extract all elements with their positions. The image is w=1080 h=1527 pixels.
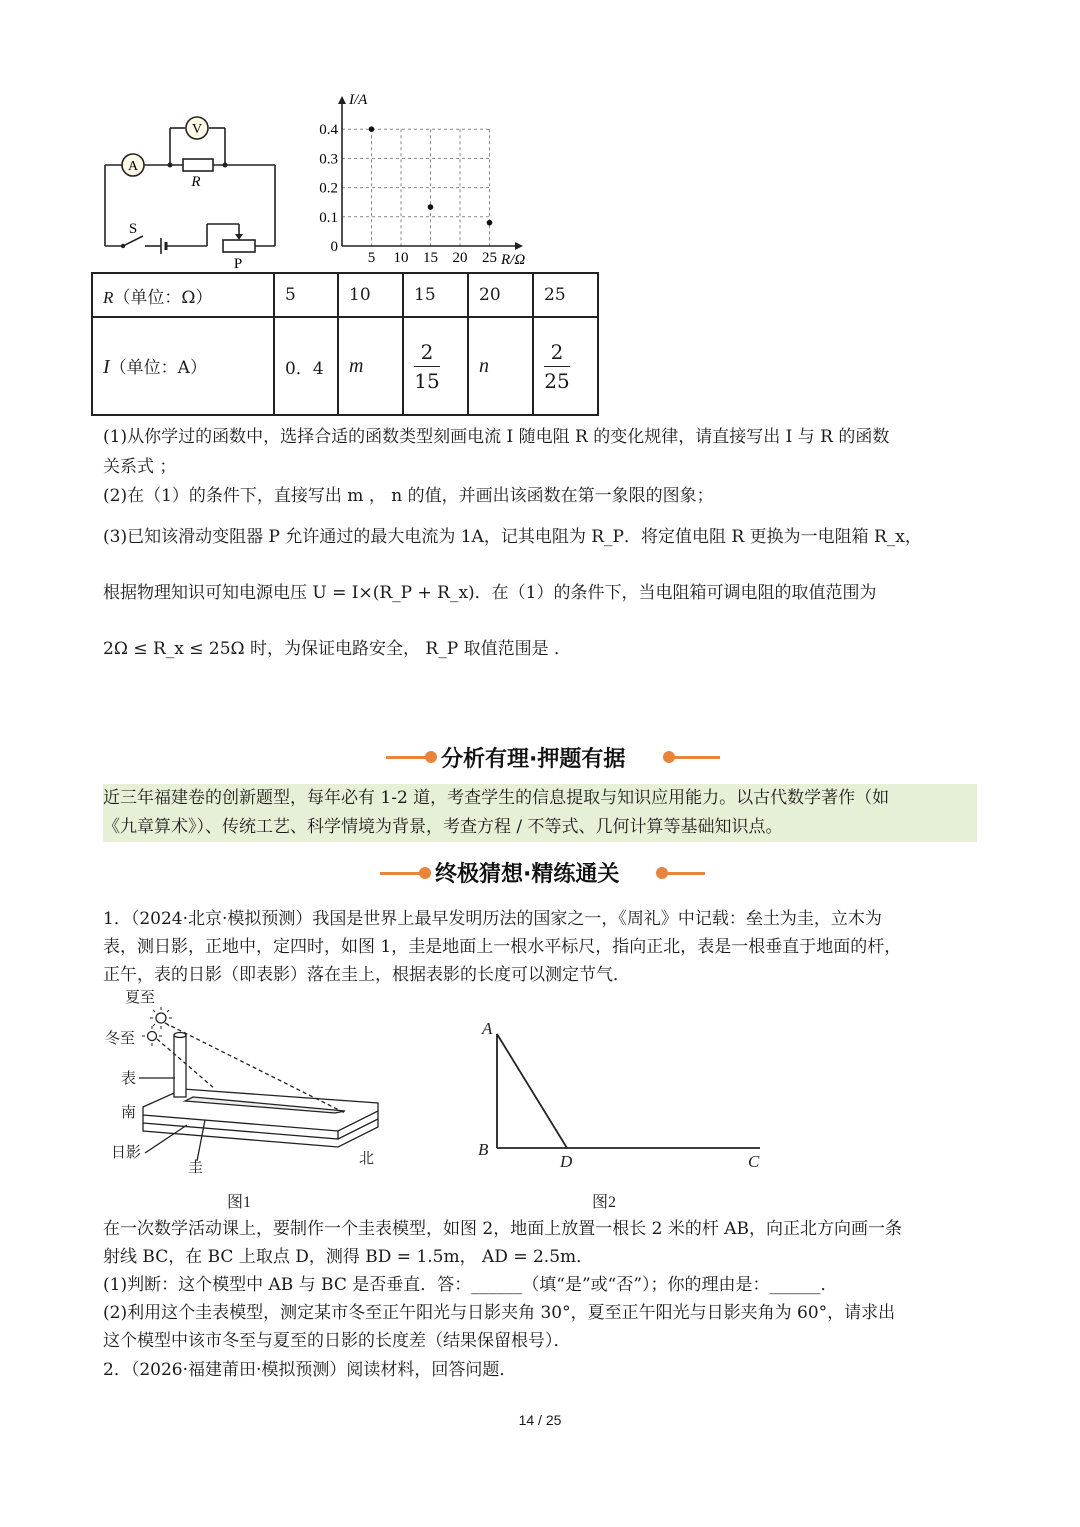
svg-text:B: B xyxy=(478,1140,489,1159)
banner-right-line xyxy=(672,756,720,759)
x-tick-label: 15 xyxy=(423,250,438,266)
question-part1-line1: (1)从你学过的函数中，选择合适的函数类型刻画电流 I 随电阻 R 的变化规律，请直接写出 I 与 R 的函数 xyxy=(103,427,890,447)
problem1-line3: 正午，表的日影（即表影）落在圭上，根据表影的长度可以测定节气． xyxy=(103,965,630,985)
r-cell: 10 xyxy=(338,273,403,317)
question-part3-line2: 根据物理知识可知电源电压 U = I×(R_P + R_x)．在（1）的条件下，当电阻箱可调电阻的取值范围为 xyxy=(103,583,877,603)
r-cell: 20 xyxy=(468,273,533,317)
banner-left-line xyxy=(386,756,428,759)
svg-text:冬至: 冬至 xyxy=(105,1029,136,1047)
page-number: 14 / 25 xyxy=(518,1412,562,1428)
problem1b-line2: 射线 BC，在 BC 上取点 D，测得 BD = 1.5m， AD = 2.5m． xyxy=(103,1247,594,1267)
banner2-left-dot xyxy=(419,867,431,879)
r-cell: 15 xyxy=(403,273,468,317)
intro-box xyxy=(103,784,977,842)
i-cell: 0．4 xyxy=(274,317,338,415)
problem1b-line3: (1)判断：这个模型中 AB 与 BC 是否垂直．答：______（填“是”或“否”）；你的理由是：______． xyxy=(103,1275,838,1295)
row-header-r: R（单位：Ω） xyxy=(92,273,274,317)
problem1-line2: 表，测日影，正地中，定四时，如图 1，圭是地面上一根水平标尺，指向正北，表是一根垂直于地面的杆， xyxy=(103,937,902,957)
current-resistance-graph xyxy=(305,88,545,273)
figure2-triangle xyxy=(470,1010,770,1215)
data-point xyxy=(487,220,493,226)
y-tick-label: 0 xyxy=(330,239,338,255)
banner-analysis: 分析有理·押题有据 xyxy=(441,747,626,772)
question-part3-line1: (3)已知该滑动变阻器 P 允许通过的最大电流为 1A，记其电阻为 R_P．将定值电阻 R 更换为一电阻箱 R_x， xyxy=(103,527,922,547)
banner-practice: 终极猜想·精练通关 xyxy=(435,862,620,887)
banner2-right-line xyxy=(665,872,705,875)
svg-text:北: 北 xyxy=(359,1149,375,1167)
y-axis-label: I/A xyxy=(349,92,368,108)
svg-text:C: C xyxy=(748,1152,760,1171)
intro-line2: 《九章算术》）、传统工艺、科学情境为背景，考查方程 / 不等式、几何计算等基础知识点。 xyxy=(103,817,783,837)
figure1-gnomon xyxy=(95,985,395,1215)
data-point xyxy=(428,204,434,210)
r-cell: 5 xyxy=(274,273,338,317)
rheostat-label: P xyxy=(233,256,243,272)
problem2-line1: 2．（2026·福建莆田·模拟预测）阅读材料，回答问题． xyxy=(103,1360,517,1380)
svg-text:夏至: 夏至 xyxy=(125,988,156,1006)
resistance-current-table xyxy=(91,272,599,416)
svg-text:D: D xyxy=(560,1152,573,1171)
intro-line1: 近三年福建卷的创新题型，每年必有 1-2 道，考查学生的信息提取与知识应用能力。以古代数学著作（如 xyxy=(103,788,890,808)
x-tick-label: 5 xyxy=(367,250,376,266)
x-tick-label: 25 xyxy=(482,250,497,266)
x-tick-label: 10 xyxy=(393,250,409,266)
problem1b-line5: 这个模型中该市冬至与夏至的日影的长度差（结果保留根号）． xyxy=(103,1331,571,1351)
problem1-line1: 1．（2024·北京·模拟预测）我国是世界上最早发明历法的国家之一，《周礼》中记载：垒土为圭，立木为 xyxy=(103,909,882,929)
y-tick-label: 0.2 xyxy=(319,180,338,197)
banner2-left-line xyxy=(380,872,422,875)
i-cell: $\frac{2}{25}$ xyxy=(533,317,598,415)
question-part3-line3: 2Ω ≤ R_x ≤ 25Ω 时，为保证电路安全， R_P 取值范围是 ． xyxy=(103,639,571,659)
i-cell: $\frac{2}{15}$ xyxy=(403,317,468,415)
problem1b-line4: (2)利用这个圭表模型，测定某市冬至正午阳光与日影夹角 30°，夏至正午阳光与日影夹角为 60°，请求出 xyxy=(103,1303,896,1323)
svg-text:表: 表 xyxy=(121,1069,137,1087)
y-tick-label: 0.1 xyxy=(319,209,338,226)
figure2-caption: 图2 xyxy=(592,1194,617,1211)
i-cell: m xyxy=(338,317,403,415)
row-header-i: I（单位：A） xyxy=(92,317,274,415)
y-tick-label: 0.3 xyxy=(319,151,338,168)
x-axis-label: R/Ω xyxy=(501,252,526,268)
i-cell: n xyxy=(468,317,533,415)
circuit-diagram xyxy=(95,108,295,273)
question-part1-line2: 关系式 ； xyxy=(103,457,177,477)
question-part2: (2)在（1）的条件下，直接写出 m ， n 的值，并画出该函数在第一象限的图象； xyxy=(103,486,714,506)
svg-text:圭: 圭 xyxy=(188,1158,204,1176)
svg-text:日影: 日影 xyxy=(111,1143,142,1161)
resistor-label: R xyxy=(191,174,201,190)
problem1b-line1: 在一次数学活动课上，要制作一个圭表模型，如图 2，地面上放置一根长 2 米的杆 AB，向正北方向画一条 xyxy=(103,1219,903,1239)
svg-text:南: 南 xyxy=(121,1103,137,1121)
switch-label: S xyxy=(128,221,138,237)
figure1-caption: 图1 xyxy=(227,1194,252,1211)
r-cell: 25 xyxy=(533,273,598,317)
ammeter-label: A xyxy=(127,159,139,174)
banner-left-dot xyxy=(425,751,437,763)
data-point xyxy=(369,126,375,132)
y-tick-label: 0.4 xyxy=(319,122,338,139)
x-tick-label: 20 xyxy=(452,250,468,266)
voltmeter-label: V xyxy=(191,122,203,137)
svg-text:A: A xyxy=(482,1019,493,1038)
